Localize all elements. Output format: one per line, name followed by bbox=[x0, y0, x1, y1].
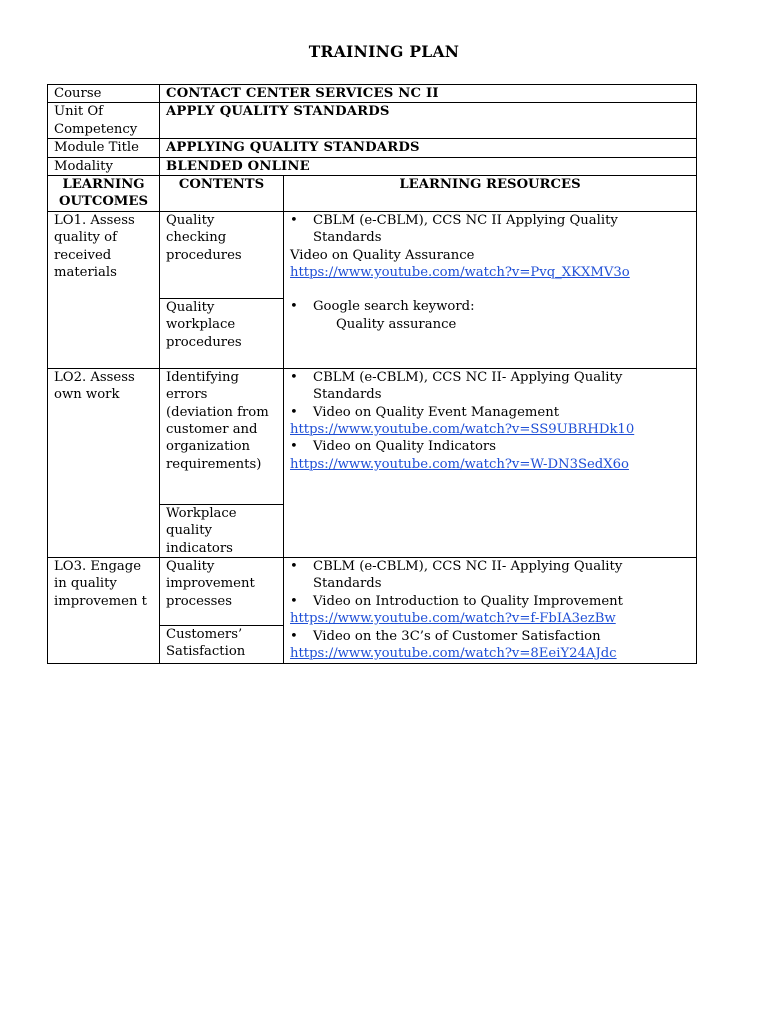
lo3-content-improvement-processes: Quality improvement processes bbox=[160, 558, 284, 626]
lo3-row-a bbox=[48, 558, 697, 626]
lo3-outcome: LO3. Engage in quality improvemen t bbox=[48, 558, 160, 664]
bullet-icon: • bbox=[290, 628, 298, 644]
lo2-resource-link-event[interactable]: https://www.youtube.com/watch?v=SS9UBRHDk10 bbox=[290, 422, 635, 438]
lo1-content-workplace-procedures: Quality workplace procedures bbox=[160, 298, 284, 368]
header-row bbox=[48, 176, 697, 212]
course-label: Course bbox=[48, 85, 160, 103]
header-contents: CONTENTS bbox=[160, 176, 284, 212]
module-value: APPLYING QUALITY STANDARDS bbox=[160, 139, 697, 157]
lo1-resource-cblm: CBLM (e-CBLM), CCS NC II Applying Quality Standards bbox=[313, 212, 618, 246]
lo3-resource-item bbox=[290, 558, 690, 593]
lo3-resource-link-3cs[interactable]: https://www.youtube.com/watch?v=8EeiY24AJdc bbox=[290, 646, 617, 662]
lo2-resource-indicators: Video on Quality Indicators bbox=[313, 439, 496, 455]
bullet-icon: • bbox=[290, 369, 298, 385]
module-row bbox=[48, 139, 697, 157]
spacer bbox=[290, 281, 690, 298]
lo3-resource-item bbox=[290, 593, 690, 610]
bullet-icon: • bbox=[290, 439, 298, 455]
lo2-content-quality-indicators: Workplace quality indicators bbox=[160, 504, 284, 557]
lo2-resource-item bbox=[290, 369, 690, 404]
unit-value: APPLY QUALITY STANDARDS bbox=[160, 103, 697, 139]
lo3-resource-intro-improvement: Video on Introduction to Quality Improvement bbox=[313, 593, 623, 609]
lo1-content-quality-checking: Quality checking procedures bbox=[160, 211, 284, 298]
unit-row bbox=[48, 103, 697, 139]
lo3-resource-3cs: Video on the 3C’s of Customer Satisfaction bbox=[313, 628, 601, 644]
lo2-resource-item bbox=[290, 438, 690, 455]
bullet-icon: • bbox=[290, 593, 298, 609]
lo1-resource-item bbox=[290, 212, 690, 247]
lo1-resource-video-label: Video on Quality Assurance bbox=[290, 247, 475, 263]
bullet-icon: • bbox=[290, 559, 298, 575]
header-learning-outcomes: LEARNING OUTCOMES bbox=[48, 176, 160, 212]
lo1-resource-keyword: Quality assurance bbox=[336, 316, 457, 332]
lo2-content-identifying-errors: Identifying errors (deviation from customer and organization requirements) bbox=[160, 368, 284, 504]
lo3-resource-item bbox=[290, 628, 690, 645]
modality-value: BLENDED ONLINE bbox=[160, 157, 697, 175]
header-learning-resources: LEARNING RESOURCES bbox=[284, 176, 697, 212]
lo1-resource-link[interactable]: https://www.youtube.com/watch?v=Pvq_XKXMV3o bbox=[290, 265, 630, 281]
lo1-outcome: LO1. Assess quality of received materials bbox=[48, 211, 160, 368]
lo1-resources bbox=[284, 211, 697, 368]
lo1-row-a bbox=[48, 211, 697, 298]
lo3-content-customer-satisfaction: Customers’ Satisfaction bbox=[160, 626, 284, 664]
course-value: CONTACT CENTER SERVICES NC II bbox=[160, 85, 697, 103]
lo3-resources bbox=[284, 558, 697, 664]
lo2-resource-link-indicators[interactable]: https://www.youtube.com/watch?v=W-DN3SedX6o bbox=[290, 456, 629, 472]
unit-label: Unit Of Competency bbox=[48, 103, 160, 139]
training-plan-table bbox=[47, 84, 697, 664]
bullet-icon: • bbox=[290, 299, 298, 315]
lo2-resource-event-management: Video on Quality Event Management bbox=[313, 404, 559, 420]
lo2-row-a bbox=[48, 368, 697, 504]
lo3-resource-link-improvement[interactable]: https://www.youtube.com/watch?v=f-FbIA3ezBw bbox=[290, 611, 616, 627]
lo2-resource-item bbox=[290, 404, 690, 421]
module-label: Module Title bbox=[48, 139, 160, 157]
lo3-resource-cblm: CBLM (e-CBLM), CCS NC II- Applying Quality Standards bbox=[313, 559, 623, 592]
lo1-resource-item bbox=[290, 298, 690, 315]
lo2-resource-cblm: CBLM (e-CBLM), CCS NC II- Applying Quality Standards bbox=[313, 369, 623, 403]
bullet-icon: • bbox=[290, 404, 298, 420]
lo2-resources bbox=[284, 368, 697, 557]
modality-label: Modality bbox=[48, 157, 160, 175]
lo1-resource-google-search: Google search keyword: bbox=[313, 299, 475, 315]
page-title: TRAINING PLAN bbox=[308, 42, 460, 61]
course-row bbox=[48, 85, 697, 103]
lo2-outcome: LO2. Assess own work bbox=[48, 368, 160, 557]
bullet-icon: • bbox=[290, 212, 298, 228]
modality-row bbox=[48, 157, 697, 175]
